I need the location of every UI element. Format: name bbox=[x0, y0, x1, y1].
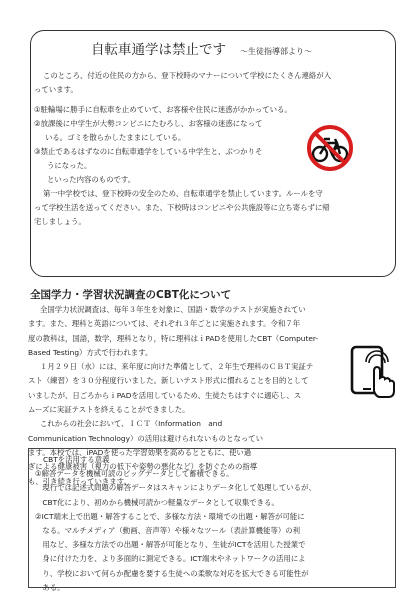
notice-line: いる。ゴミを散らかしたままにしている。 bbox=[45, 133, 186, 142]
cbt-line: も、引き続き行っていきます。 bbox=[28, 476, 131, 486]
cbt-line: Based Testing）方式で行われます。 bbox=[28, 347, 153, 357]
notice-line: ①駐輪場に勝手に自転車を止めていて、お客様や住民に迷惑がかかっている。 bbox=[34, 105, 292, 114]
cbt-line: これからの社会において、ＩＣＴ（Information and bbox=[40, 419, 223, 429]
cbt-line: Communication Technology）の活用は避けられないものとなってい bbox=[28, 433, 264, 443]
notice-line: っています。 bbox=[34, 85, 78, 94]
box-line: ①解答データを機械可読のビッグデータとして蓄積できる。 bbox=[35, 469, 234, 479]
cbt-line: いましたが、日ごろからｉPADを活用しているため、生徒たちはすぐに適応し、ス bbox=[28, 390, 302, 400]
notice-title: 自転車通学は禁止です bbox=[91, 42, 226, 58]
notice-line: 宅しましょう。 bbox=[34, 217, 86, 226]
box-line: CBT化により、初めから機械可読かつ軽量なデータとして収集できる。 bbox=[35, 497, 279, 507]
cbt-significance-box bbox=[28, 448, 396, 592]
notice-line: って学校生活を送ってください。また、下校時はコンビニや公共施設等に立ち寄らずに帰 bbox=[34, 203, 330, 212]
notice-line: このところ、付近の住民の方から、登下校時のマナーについて学校にたくさん連絡が入 bbox=[43, 71, 332, 80]
notice-line: といった内容のものです。 bbox=[47, 175, 136, 184]
cbt-line: ムーズに実証テストを終えることができました。 bbox=[28, 405, 190, 415]
notice-title-row bbox=[31, 38, 395, 58]
tablet-touch-icon bbox=[344, 345, 398, 399]
notice-line: ②放課後に中学生が大勢コンビニにたむろし、お客様の迷惑になって bbox=[34, 119, 263, 128]
box-line: ②ICT端末上で出題・解答することで、多様な方法・環境での出題・解答が可能に bbox=[35, 511, 305, 521]
box-line: 身に付けた力を、より多面的に測定できる。ICT端末やネットワークの活用によ bbox=[35, 554, 306, 564]
cbt-heading: 全国学力・学習状況調査のCBT化について bbox=[30, 289, 232, 301]
box-line: なる。マルチメディア（動画、音声等）や様々なツール（表計算機能等）の利 bbox=[35, 526, 301, 536]
box-line: り、学校において何らか配慮を要する生徒への柔軟な対応を拡大できる可能性が bbox=[35, 568, 309, 578]
cbt-line: スト（練習）を３０分程度行いました。新しいテスト形式に慣れることを目的として bbox=[28, 376, 309, 386]
notice-line: 第一中学校では、登下校時の安全のため、自転車通学を禁止しています。ルールを守 bbox=[43, 189, 323, 198]
notice-line: ③禁止であるはずなのに自転車通学をしている中学生と、ぶつかりそ bbox=[34, 147, 263, 156]
no-bicycle-icon bbox=[306, 124, 354, 172]
cbt-line: ます。また、理科と英語については、それぞれ３年ごとに実施されます。令和７年 bbox=[28, 319, 301, 329]
box-title: CBTを活用する意義 bbox=[43, 455, 110, 464]
cbt-line: ぎによる健康被害（視力の低下や姿勢の悪化など）を防ぐための指導 bbox=[28, 462, 258, 472]
cbt-line: ます。本校では、iPADを使った学習効果を高めるとともに、使い過 bbox=[28, 447, 252, 457]
cbt-line: 度の教科は，国語，数学，理科となり，特に理科はｉPADを使用したCBT（Computer- bbox=[28, 333, 319, 343]
notice-subtitle: ～生徒指導部より～ bbox=[240, 47, 312, 56]
notice-line: うになった。 bbox=[47, 161, 92, 170]
box-line: 現行では記述式問題の解答データはスキャンによりデータ化して処理しているが、 bbox=[35, 483, 316, 493]
cbt-line: 全国学力状況調査は、毎年３年生を対象に、国語・数学のテストが実施されてい bbox=[40, 305, 306, 314]
box-line: ある。 bbox=[35, 582, 65, 592]
cbt-line: １月２９日（水）には、来年度に向けた準備として、２年生で理科のＣＢＴ実証テ bbox=[40, 362, 314, 372]
box-line: 用など、多様な方法での出題・解答が可能となり、生徒がICTを活用した授業で bbox=[35, 540, 306, 550]
